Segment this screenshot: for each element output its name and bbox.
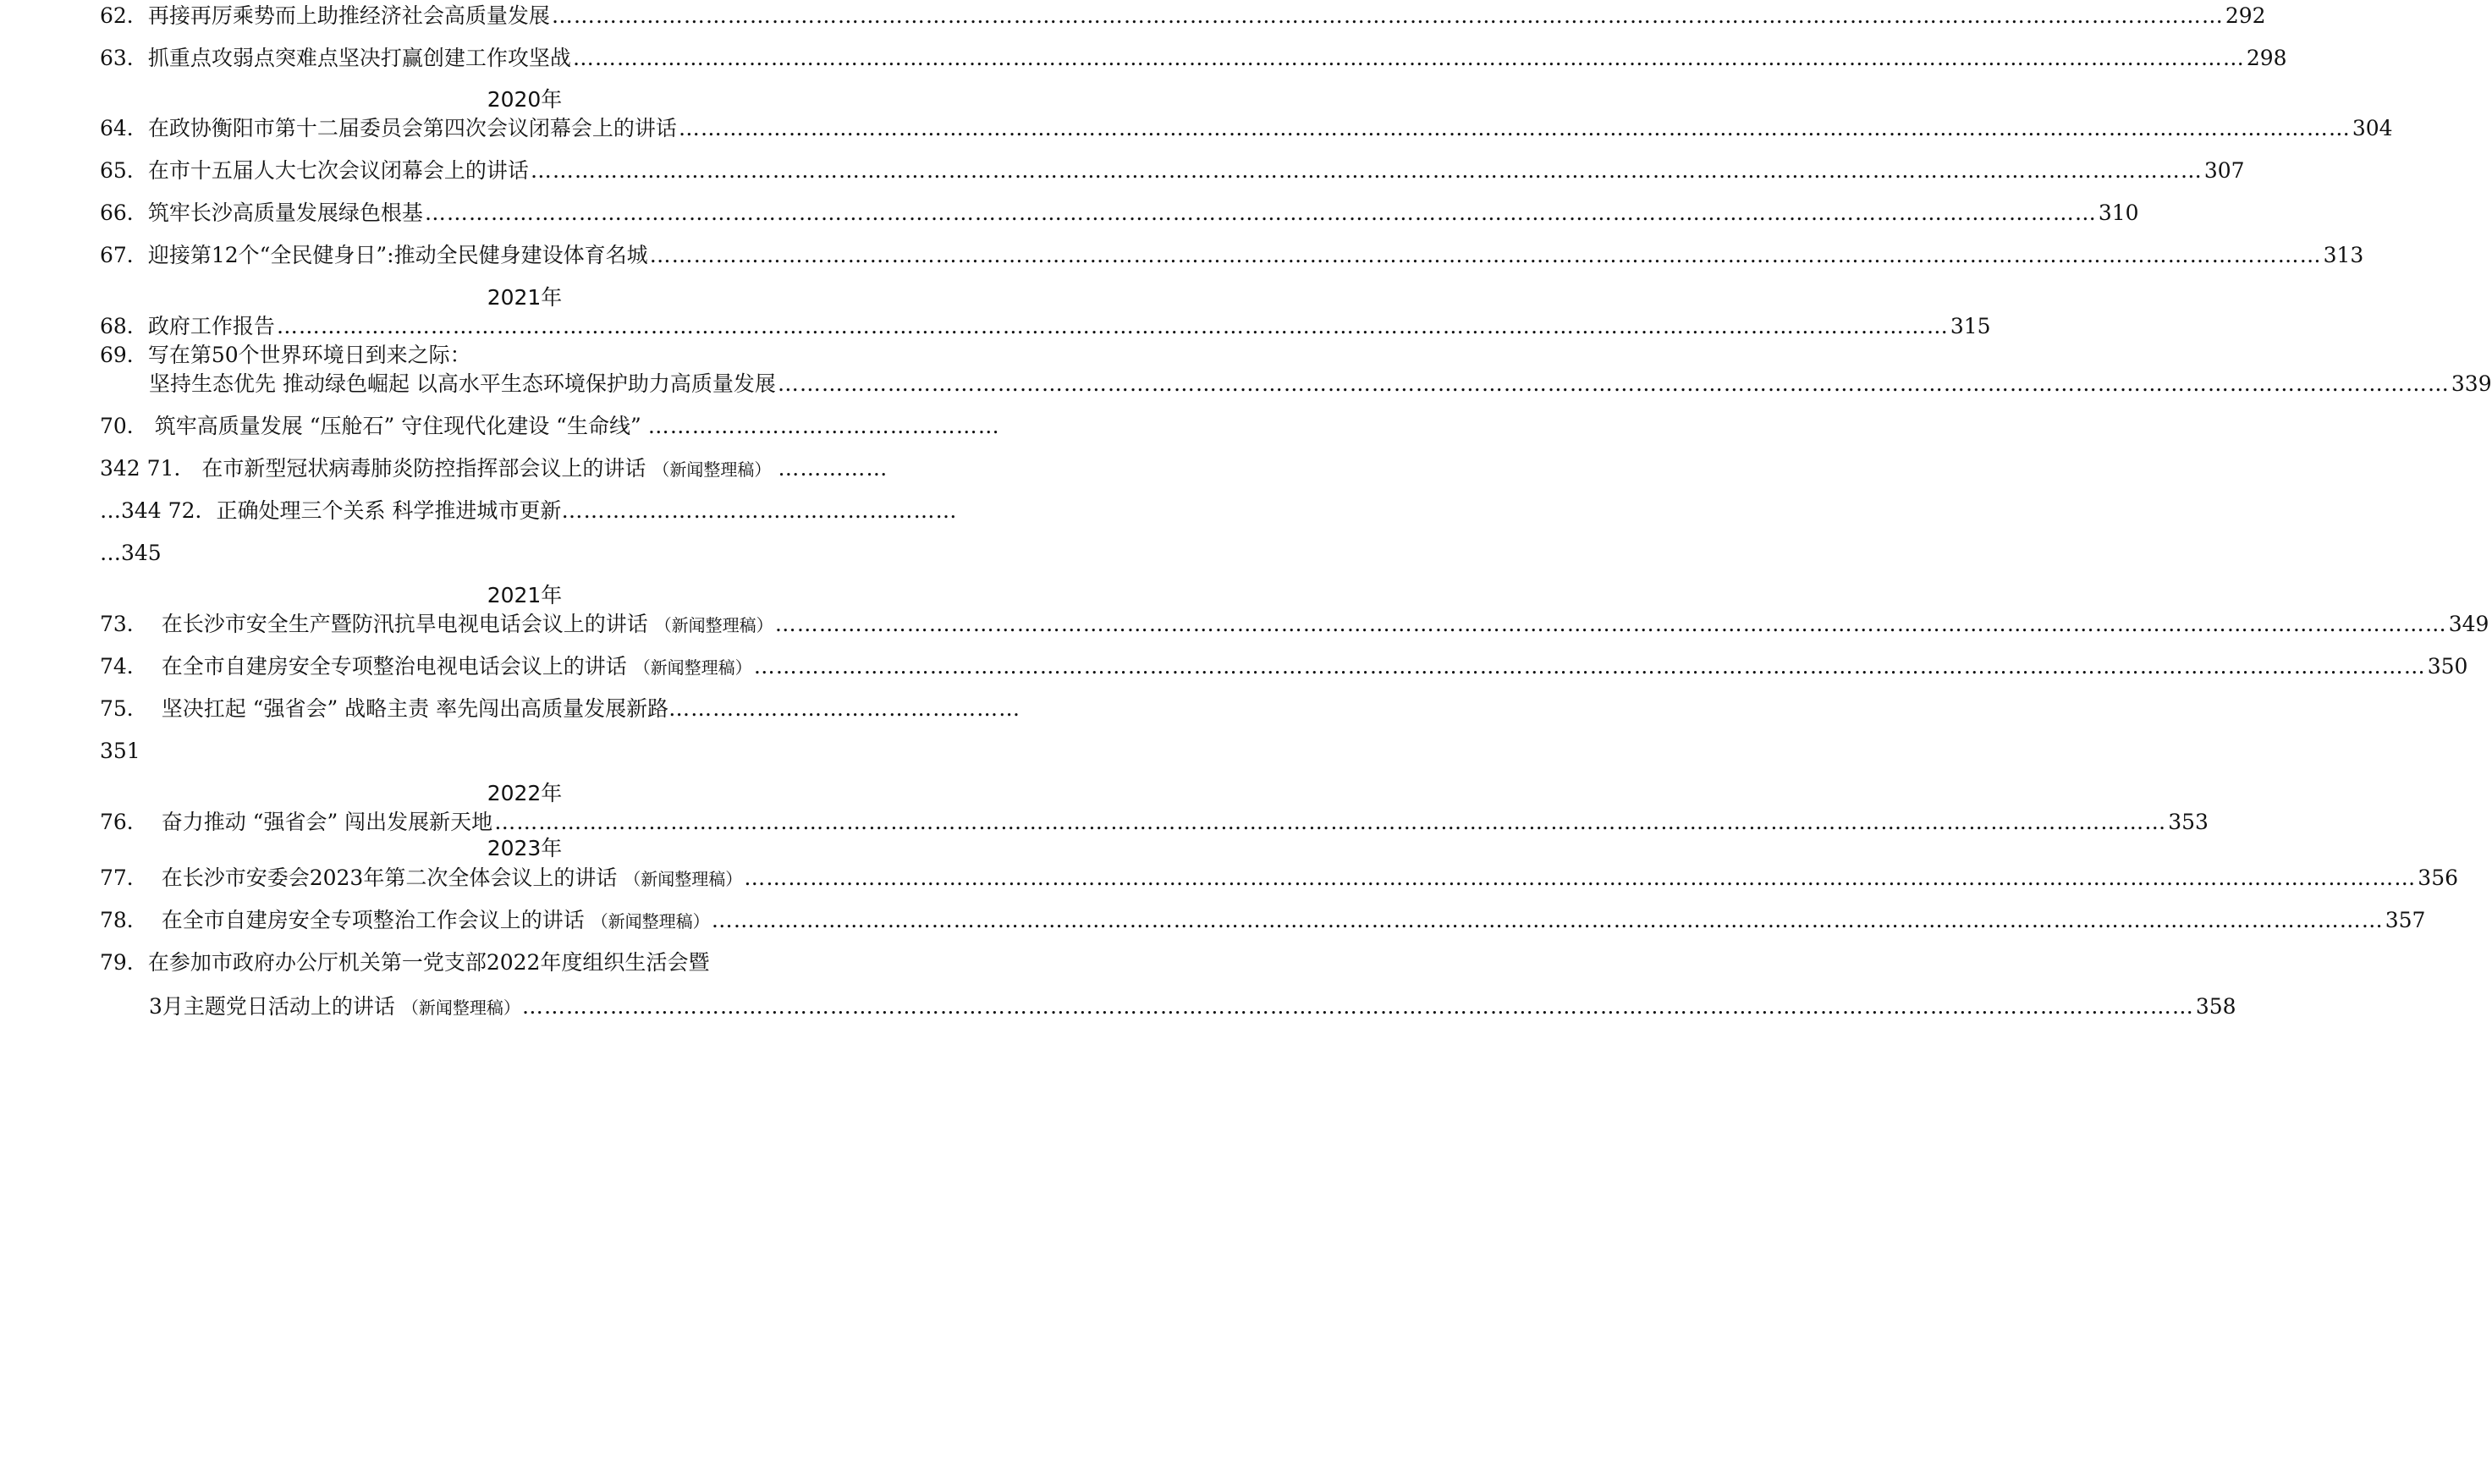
entry-number: 63． <box>100 46 148 70</box>
entry-page: 339 <box>2451 371 2492 396</box>
entry-page: 292 <box>2225 3 2266 28</box>
toc-entry-73 <box>100 611 2489 639</box>
entry-number: 68． <box>100 314 148 338</box>
entry-title: 再接再厉乘势而上助推经济社会高质量发展 <box>147 3 550 28</box>
entry-page: 349 <box>2448 612 2489 636</box>
entry-title: 坚持生态优先 推动绿色崛起 以高水平生态环境保护助力高质量发展 <box>149 371 776 396</box>
entry-page: 307 <box>2203 158 2245 183</box>
toc-entry-79-line1 <box>100 949 950 976</box>
year-heading: 2023年 <box>487 836 563 860</box>
leader-dots <box>494 809 2166 836</box>
entry-note: （新闻整理稿） <box>624 869 743 889</box>
entry-number: 69． <box>100 343 148 367</box>
entry-note: （新闻整理稿） <box>633 657 752 678</box>
toc-entry-72-page <box>100 540 950 567</box>
entry-number: 66． <box>100 201 148 225</box>
entry-page: 350 <box>2427 654 2468 679</box>
leader-dots <box>531 157 2203 184</box>
entry-page: 358 <box>2195 994 2236 1019</box>
entry-page: 298 <box>2246 46 2287 70</box>
entry-title: 奋力推动 “强省会” 闯出发展新天地 <box>161 810 493 834</box>
toc-entry-74 <box>100 653 2468 681</box>
entry-page: 357 <box>2385 908 2426 932</box>
entry-title: 在全市自建房安全专项整治电视电话会议上的讲话 <box>161 654 627 679</box>
entry-number: 62． <box>100 3 148 28</box>
entry-title: 在市十五届人大七次会议闭幕会上的讲话 <box>147 158 529 183</box>
toc-entry-75 <box>100 695 1021 723</box>
entry-title: 342 71． 在市新型冠状病毒肺炎防控指挥部会议上的讲话 <box>100 456 646 481</box>
leader-dots <box>744 865 2416 892</box>
leader-dots: …………… <box>778 456 888 481</box>
entry-page: 304 <box>2352 116 2393 140</box>
entry-title: 在长沙市安委会2023年第二次全体会议上的讲话 <box>161 866 618 890</box>
year-heading: 2022年 <box>487 781 563 805</box>
entry-title: 3月主题党日活动上的讲话 <box>149 994 395 1019</box>
leader-dots <box>712 907 2384 934</box>
toc-entry-69 <box>149 371 2492 398</box>
leader-dots: ……………………………………………… <box>561 498 958 523</box>
toc-entry-63 <box>100 45 2287 72</box>
entry-number: 67． <box>100 243 148 267</box>
toc-entry-65 <box>100 157 2245 184</box>
entry-number: 77． <box>100 866 148 890</box>
entry-number: 78． <box>100 908 148 932</box>
toc-entry-79 <box>149 993 2236 1021</box>
entry-title: 在长沙市安全生产暨防汛抗旱电视电话会议上的讲话 <box>161 612 648 636</box>
entry-number: 73． <box>100 612 148 636</box>
toc-entry-69-line1 <box>100 342 950 369</box>
entry-number: 64． <box>100 116 148 140</box>
leader-dots <box>277 313 1949 340</box>
entry-title: 政府工作报告 <box>147 314 275 338</box>
leader-dots <box>425 200 2097 227</box>
entry-note: （新闻整理稿） <box>654 615 773 635</box>
leader-dots <box>775 611 2447 638</box>
toc-entry-75-page <box>100 738 950 765</box>
entry-number: 75． <box>100 696 148 721</box>
toc-entry-76 <box>100 809 2209 836</box>
entry-title: 筑牢长沙高质量发展绿色根基 <box>147 201 423 225</box>
entry-page: 356 <box>2418 866 2459 890</box>
toc-entry-70 <box>100 413 1000 440</box>
leader-dots <box>522 993 2194 1020</box>
toc-entry-66 <box>100 200 2139 227</box>
entry-page: 310 <box>2098 201 2139 225</box>
entry-number: 65． <box>100 158 148 183</box>
entry-note: （新闻整理稿） <box>401 998 520 1018</box>
entry-title: 写在第50个世界环境日到来之际： <box>147 343 471 367</box>
year-heading: 2021年 <box>487 285 563 310</box>
leader-dots: ………………………………………… <box>668 696 1021 721</box>
toc-entry-72 <box>100 497 958 525</box>
year-heading: 2021年 <box>487 583 563 607</box>
entry-title: 在政协衡阳市第十二届委员会第四次会议闭幕会上的讲话 <box>147 116 677 140</box>
entry-title: 在参加市政府办公厅机关第一党支部2022年度组织生活会暨 <box>147 950 710 975</box>
toc-entry-68 <box>100 313 1991 340</box>
entry-note: （新闻整理稿） <box>591 911 710 932</box>
leader-dots <box>552 3 2224 30</box>
toc-entry-64 <box>100 115 2393 142</box>
entry-title: 迎接第12个“全民健身日”:推动全民健身建设体育名城 <box>147 243 648 267</box>
entry-title: 抓重点攻弱点突难点坚决打赢创建工作攻坚战 <box>147 46 571 70</box>
leader-dots <box>754 653 2426 680</box>
entry-note: （新闻整理稿） <box>652 459 772 480</box>
entry-title: …344 72．正确处理三个关系 科学推进城市更新 <box>100 498 562 523</box>
entry-number: 79． <box>100 950 148 975</box>
leader-dots: ………………………………………… <box>647 414 1000 438</box>
leader-dots <box>679 115 2351 142</box>
entry-page: …345 <box>100 541 162 565</box>
entry-title: 坚决扛起 “强省会” 战略主责 率先闯出高质量发展新路 <box>161 696 669 721</box>
toc-entry-78 <box>100 907 2426 935</box>
entry-number: 76． <box>100 810 148 834</box>
entry-title: 70． 筑牢高质量发展 “压舱石” 守住现代化建设 “生命线” <box>100 414 641 438</box>
entry-page: 353 <box>2168 810 2209 834</box>
leader-dots <box>778 371 2450 398</box>
entry-title: 在全市自建房安全专项整治工作会议上的讲话 <box>161 908 585 932</box>
entry-page: 315 <box>1950 314 1991 338</box>
leader-dots <box>573 45 2245 72</box>
entry-page: 351 <box>100 739 140 763</box>
entry-number: 74． <box>100 654 148 679</box>
year-heading: 2020年 <box>487 87 563 112</box>
leader-dots <box>650 242 2322 269</box>
toc-entry-62 <box>100 3 2266 30</box>
toc-entry-71 <box>100 455 950 483</box>
toc-entry-77 <box>100 865 2459 893</box>
entry-page: 313 <box>2323 243 2364 267</box>
toc-entry-67 <box>100 242 2364 269</box>
